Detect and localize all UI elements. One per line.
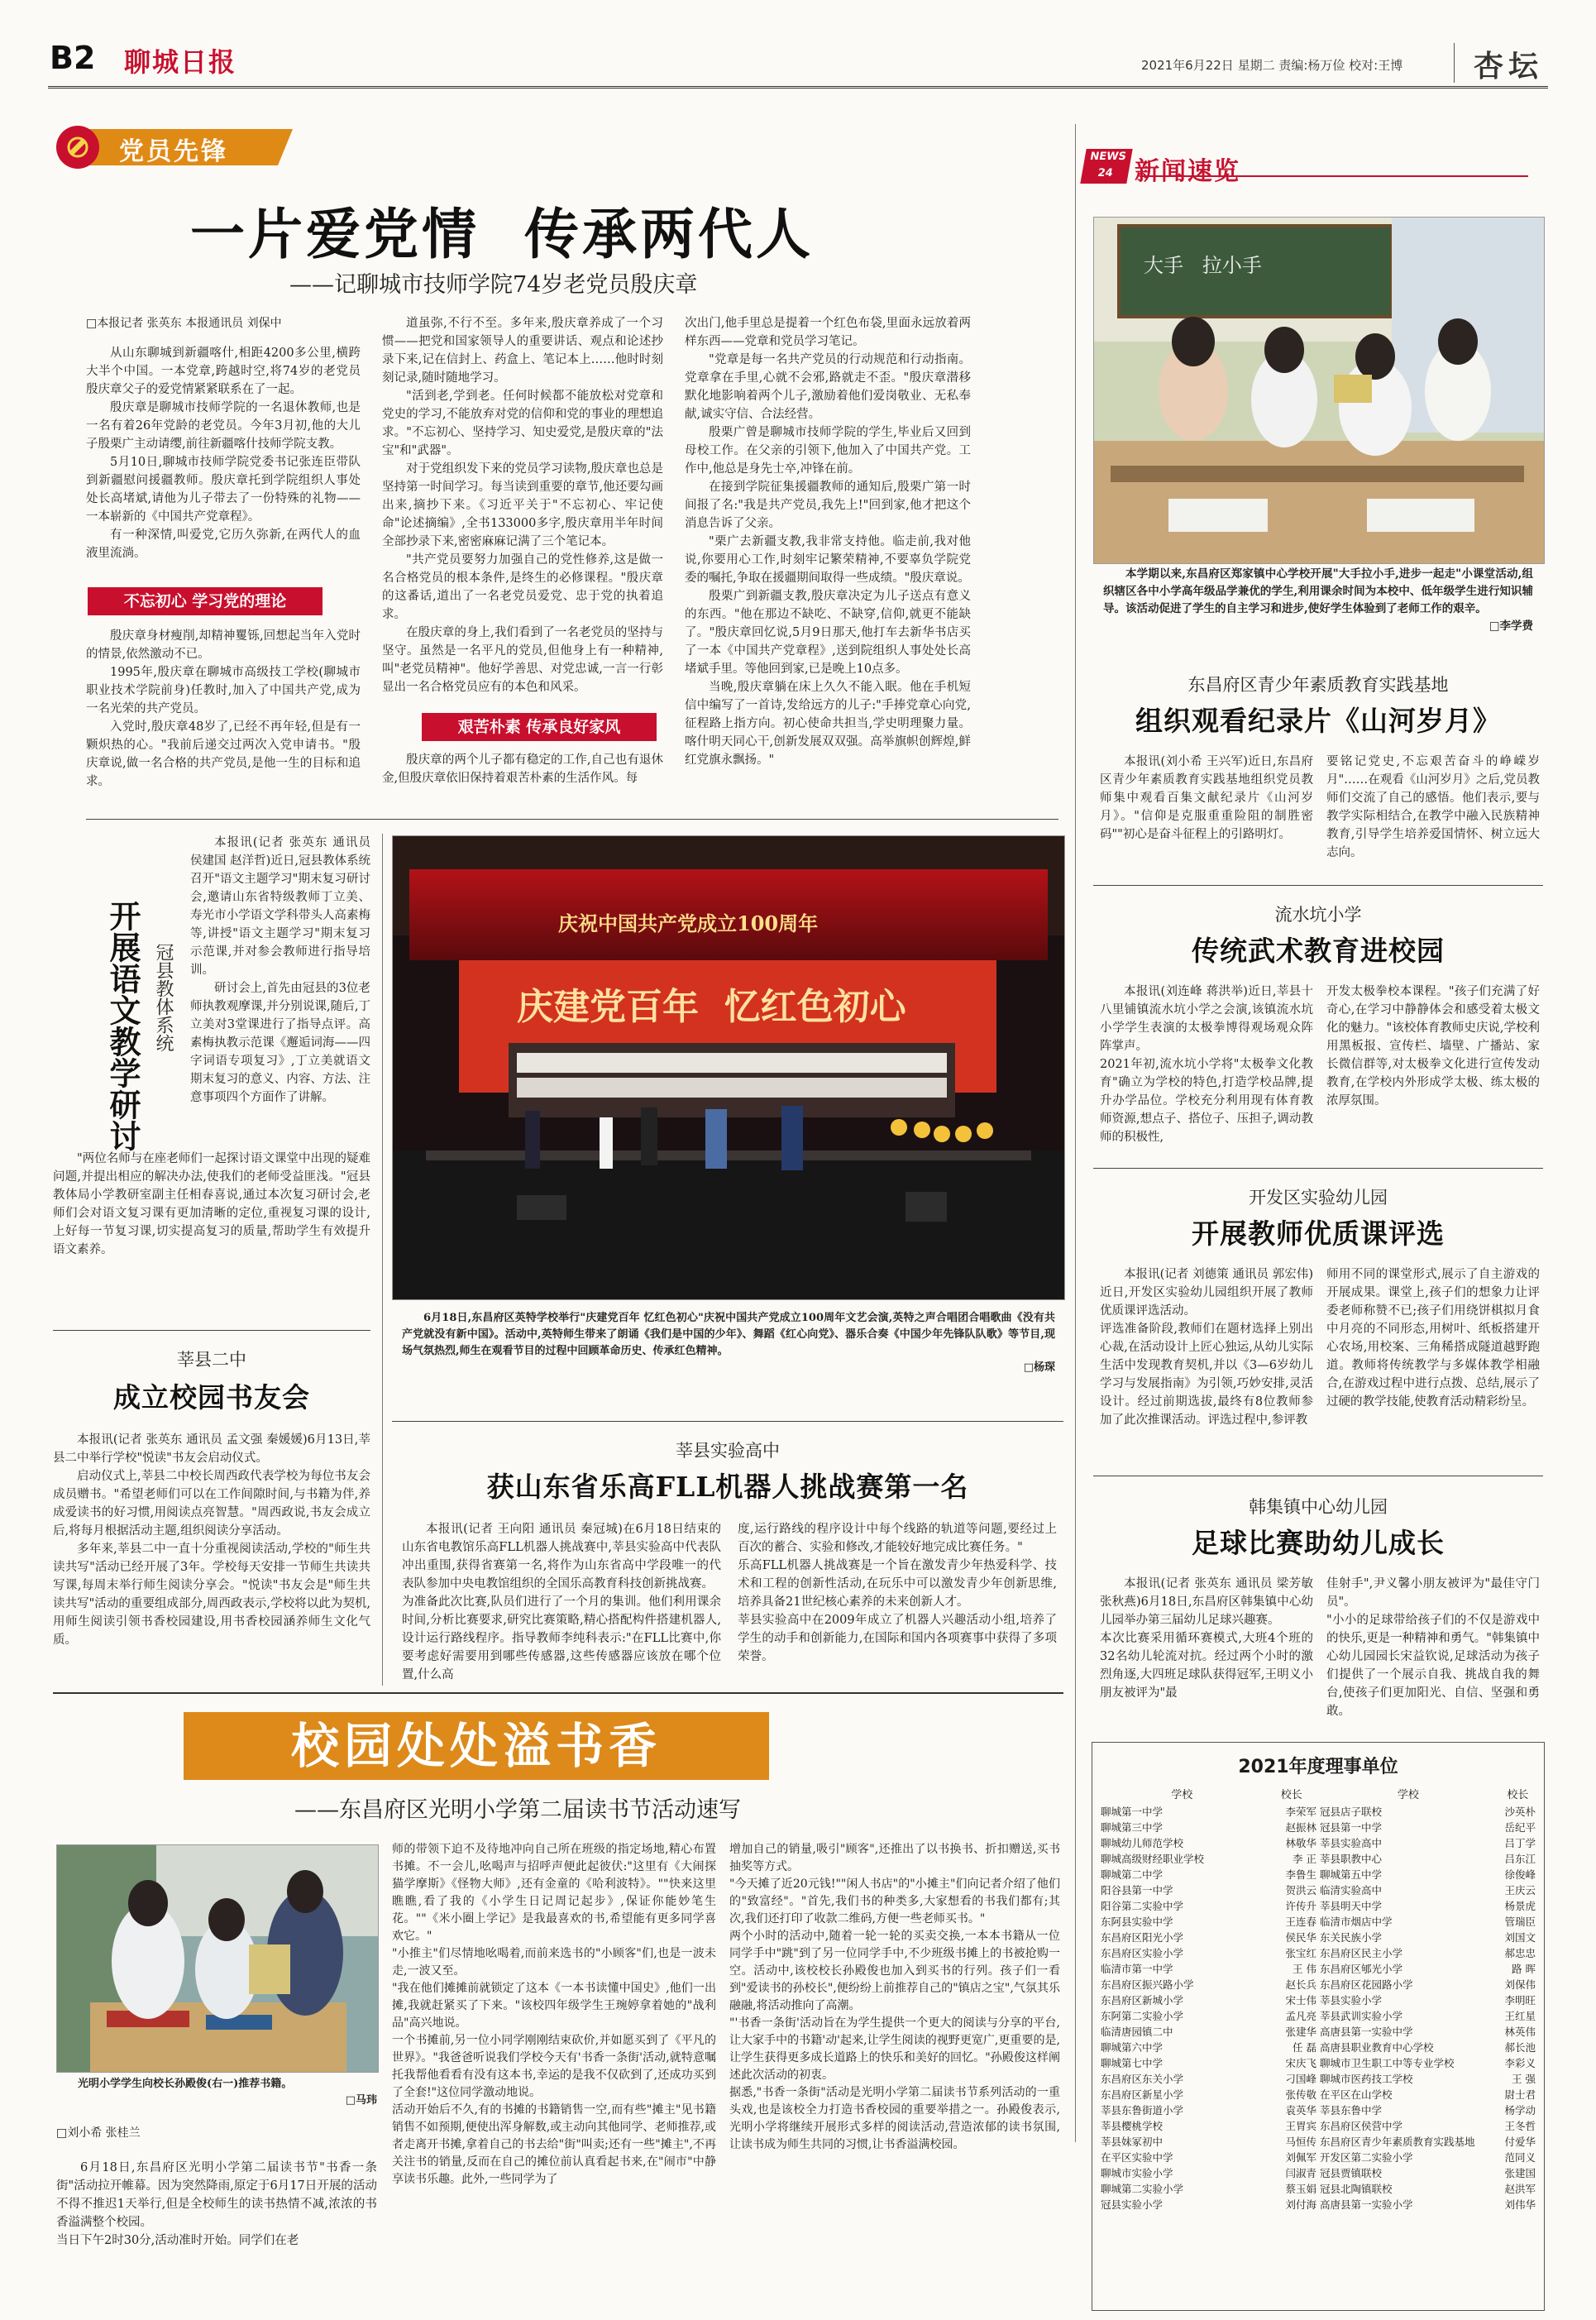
rule-news2 <box>1093 1168 1543 1169</box>
council-school: 莘县东鲁街道小学 <box>1101 2104 1184 2117</box>
bookfair-photo-caption <box>56 2076 377 2109</box>
council-principal: 管瑞臣 <box>1504 1916 1536 1928</box>
guanxian-p2: 研讨会上,首先由冠县的3位老师执教观摩课,并分别说课,随后,丁立美对3堂课进行了指导点评。高素梅执教示范课《邂逅词海——四字词语专项复习》,丁立美就语文期末复习的意义、内容、方法、注意事项四个方面作了讲解。 <box>190 982 370 1104</box>
council-principal: 袁英华 <box>1285 2104 1316 2117</box>
council-row <box>1099 1945 1318 1961</box>
council-row <box>1099 2181 1318 2197</box>
party-col2b-p1: 殷庆章的两个儿子都有稳定的工作,自己也有退休金,但殷庆章依旧保持着艰苦朴素的生活作风。每 <box>382 753 663 785</box>
council-principal: 吕丁学 <box>1504 1837 1536 1849</box>
council-row <box>1318 2055 1537 2071</box>
news4-body-left: 本报讯(记者 张英东 通讯员 梁芳敏 张秋燕)6月18日,东昌府区韩集镇中心幼儿园举办第三届幼儿足球兴趣赛。 本次比赛采用循环赛模式,大班4个班的32名幼儿轮流对抗。经过两个小时的激烈角逐,大四班足球队获得冠军,王明义小朋友被评为"最 <box>1100 1577 1313 1700</box>
bookfair-headline: 校园处处溢书香 <box>290 1718 662 1774</box>
photo-tutoring-credit: □李学费 <box>1488 619 1533 633</box>
news-label-text: 新闻速览 <box>1135 157 1240 186</box>
photo-tutoring-caption-text: 本学期以来,东昌府区郑家镇中心学校开展"大手拉小手,进步一起走"小课堂活动,组织辖区各中小学高年级品学兼优的学生,利用课余时间为本校中、低年级学生进行知识辅导。该活动促进了学生的自主学习和进步,使好学生体验到了老师工作的艰辛。 <box>1103 567 1533 615</box>
council-row <box>1099 2118 1318 2134</box>
council-school: 聊城幼儿师范学校 <box>1101 1837 1184 1849</box>
fll-body-left: 本报讯(记者 王向阳 通讯员 秦冠城)在6月18日结束的山东省电教馆乐高FLL机器人挑战赛中,莘县实验高中代表队冲出重围,获得省赛第一名,将作为山东省高中学段唯一的代表队参加中央电教馆组织的全国乐高教育科技创新挑战赛。 为准备此次比赛,队员们进行了一个月的集训。他们利用课余时间,分析比赛要求,研究比赛策略,精心搭配构件搭建机器人,设计运行路线程序。指导教师李纯科表示:"在FLL比赛中,你要考虑好需要用到哪些传感器,这些传感器应该放在哪个位置,什么高 <box>402 1523 721 1681</box>
council-school: 莘县东鲁中学 <box>1320 2104 1383 2117</box>
council-row <box>1099 2197 1318 2212</box>
council-row <box>1318 2040 1537 2055</box>
council-school: 东阿第二实验小学 <box>1101 2010 1184 2022</box>
guanxian-p1: 本报讯(记者 张英东 通讯员 侯建国 赵洋哲)近日,冠县教体系统召开"语文主题学习"期末复习研讨会,邀请山东省特级教师丁立美、寿光市小学语文学科带头人高素梅等,讲授"语文主题学习"期末复习示范课,并对参会教师进行指导培训。 <box>190 836 370 977</box>
council-row <box>1318 2087 1537 2102</box>
rule-under-party <box>86 819 1058 820</box>
council-row <box>1099 2165 1318 2181</box>
council-row <box>1318 1914 1537 1930</box>
council-school: 高唐县第一实验中学 <box>1320 2026 1413 2038</box>
council-row <box>1099 1914 1318 1930</box>
page-code: B2 <box>50 40 96 76</box>
council-row <box>1099 1992 1318 2008</box>
xinxian-headline: 成立校园书友会 <box>113 1381 310 1414</box>
council-school: 东阿县实验中学 <box>1101 1916 1173 1928</box>
council-principal: 王冬哲 <box>1504 2120 1536 2132</box>
council-row <box>1318 1851 1537 1867</box>
council-school: 东昌府区东关小学 <box>1101 2073 1184 2085</box>
council-box <box>1092 1742 1545 2311</box>
council-principal: 杨学动 <box>1504 2104 1536 2117</box>
council-school: 聊城第二实验小学 <box>1101 2183 1184 2195</box>
council-row <box>1099 2087 1318 2102</box>
council-row <box>1099 2071 1318 2087</box>
concert-caption <box>402 1310 1055 1376</box>
council-school: 临清唐园镇二中 <box>1101 2026 1173 2038</box>
concert-stage-text: 庆建党百年 忆红色初心 <box>517 986 906 1028</box>
council-school: 聊城第五中学 <box>1320 1868 1383 1881</box>
council-principal: 王 强 <box>1512 2073 1536 2085</box>
rule-left-mid <box>382 834 383 1686</box>
council-row <box>1099 1898 1318 1914</box>
council-school: 东关民族小学 <box>1320 1931 1383 1944</box>
bookfair-photo-credit: □马玮 <box>345 2094 377 2107</box>
council-principal: 刘付海 <box>1285 2198 1316 2211</box>
council-school: 阳谷县第一中学 <box>1101 1884 1173 1897</box>
party-col2-p3: 对于党组织发下来的党员学习读物,殷庆章也总是坚持第一时间学习。每当读到重要的章节,他还要勾画出来,摘抄下来。《习近平关于"不忘初心、牢记使命"论述摘编》,全书133000多字,殷庆章用半年时间全部抄录下来,密密麻麻记满了三个笔记本。 <box>382 462 663 548</box>
council-school: 聊城第三中学 <box>1101 1821 1164 1834</box>
party-col-2b <box>382 751 663 787</box>
news4-body-right: 佳射手",尹义馨小朋友被评为"最佳守门员"。 "小小的足球带给孩子们的不仅是游戏中的快乐,更是一种精神和勇气。"韩集镇中心幼儿园园长宋益钦说,足球活动为孩子们提供了一个展示自我、挑战自我的舞台,使孩子们更加阳光、自信、坚强和勇敢。 <box>1326 1577 1540 1718</box>
news2-body-right: 开发太极拳校本课程。"孩子们充满了好奇心,在学习中静静体会和感受着太极文化的魅力。"该校体育教师史庆说,学校利用黑板报、宣传栏、墙壁、广播站、家长微信群等,对太极拳文化进行宣传发动教育,在学校内外形成学太极、练太极的浓厚氛围。 <box>1326 985 1540 1107</box>
party-col2-p2: "活到老,学到老。任何时候都不能放松对党章和党史的学习,不能放弃对党的信仰和党的事业的理想追求。"不忘初心、坚持学习、知史爱党,是殷庆章的"法宝"和"武器"。 <box>382 390 663 457</box>
council-principal: 赵洪军 <box>1504 2183 1536 2195</box>
council-row <box>1318 2024 1537 2040</box>
council-row <box>1318 2150 1537 2165</box>
council-school: 聊城高级财经职业学校 <box>1101 1853 1205 1865</box>
council-principal: 马恒传 <box>1285 2136 1316 2148</box>
council-row <box>1099 1930 1318 1945</box>
party-col1-p1: 从山东聊城到新疆喀什,相距4200多公里,横跨大半个中国。一本党章,跨越时空,将74岁的老党员殷庆章父子的爱党情紧紧联系在了一起。 <box>86 347 361 396</box>
concert-caption-text: 6月18日,东昌府区英特学校举行"庆建党百年 忆红色初心"庆祝中国共产党成立100周年文艺会演,英特之声合唱团合唱歌曲《没有共产党就没有新中国》。活动中,英特师生带来了朗诵《我们是中国的少年》、舞蹈《红心向党》、器乐合奏《中国少年先锋队队歌》等节目,现场气氛热烈,师生在观看节目的过程中回顾革命历史、传承红色精神。 <box>402 1312 1055 1357</box>
council-row <box>1099 2134 1318 2150</box>
party-byline: □本报记者 张英东 本报通讯员 刘保中 <box>86 317 282 330</box>
party-subhead-2: 艰苦朴素 传承良好家风 <box>422 713 657 741</box>
council-principal: 赵振林 <box>1285 1821 1316 1834</box>
council-row <box>1318 2071 1537 2087</box>
news1-body-left: 本报讯(刘小希 王兴军)近日,东昌府区青少年素质教育实践基地组织党员教师集中观看百集文献纪录片《山河岁月》。"信仰是克服重重险阻的制胜密码""初心是奋斗征程上的引路明灯。 <box>1100 755 1313 841</box>
council-school: 东昌府区实验小学 <box>1101 1947 1184 1959</box>
rule-under-concert <box>392 1421 1063 1422</box>
council-school: 东昌府区振兴路小学 <box>1101 1978 1194 1991</box>
concert-banner-text: 庆祝中国共产党成立100周年 <box>558 911 819 935</box>
council-principal: 贺洪云 <box>1285 1884 1316 1897</box>
council-row <box>1099 1977 1318 1992</box>
bookfair-subheadline: ——东昌府区光明小学第二届读书节活动速写 <box>294 1797 741 1823</box>
council-principal: 李明旺 <box>1504 1994 1536 2007</box>
council-school: 莘县武训实验小学 <box>1320 2010 1403 2022</box>
party-col3-p1: 次出门,他手里总是提着一个红色布袋,里面永远放着两样东西——党章和党员学习笔记。 <box>685 317 971 348</box>
party-col3-p7: 当晚,殷庆章躺在床上久久不能入眠。他在手机短信中编写了一首诗,发给远方的儿子:"手捧党章心向党,征程路上指方向。初心使命共担当,学史明理聚力量。喀什明天同心干,创新发展双双强。高举旗帜创辉煌,鲜红党旗永飘扬。" <box>685 681 971 767</box>
classroom-board-text: 大手 拉小手 <box>1144 254 1262 277</box>
council-school: 聊城第二中学 <box>1101 1868 1164 1881</box>
council-row <box>1318 1930 1537 1945</box>
council-school: 冠县贾镇联校 <box>1320 2167 1383 2179</box>
council-principal: 杨景虎 <box>1504 1900 1536 1912</box>
council-school: 冠县实验小学 <box>1101 2198 1164 2211</box>
council-principal: 王庆云 <box>1504 1884 1536 1897</box>
council-school: 高唐县职业教育中心学校 <box>1320 2041 1434 2054</box>
rule-above-book <box>53 1692 1063 1694</box>
council-row <box>1099 1835 1318 1851</box>
council-principal: 吕东江 <box>1504 1853 1536 1865</box>
bookfair-col-2: 师的带领下迫不及待地冲向自己所在班级的指定场地,精心布置书摊。不一会儿,吆喝声与招呼声便此起彼伏:"这里有《大闹探猫学摩斯》《怪物大师》,还有金童的《哈利波特》。""快来这里瞧瞧,看了我的《小学生日记周记起步》,保证你能妙笔生花。""《米小圈上学记》是我最喜欢的书,希望能有更多同学喜欢它。" "小推主"们尽情地吆喝着,而前来选书的"小顾客"们,也是一波未走,一波又至。 "我在他们摊摊前就锁定了这本《一本书读懂中国史》,他们一出摊,我就赶紧买了下来。"该校四年级学生王琬婷拿着她的"战利品"高兴地说。 一个书摊前,另一位小同学刚刚结束砍价,并如愿买到了《平凡的世界》。"我爸爸听说我们学校今天有'书香一条街'活动,就特意嘱托我帮他看看有没有这本书,幸运的是我不仅砍到了,还成功买到了全套!"这位同学激动地说。 活动开始后不久,有的书摊的书籍销售一空,而有些"摊主"见书籍销售不如预期,便使出浑身解数,或主动向其他同学、老师推荐,或者走离开书摊,拿着自己的书去给"街"叫卖;还有一些"摊主",不再关注书的销量,反而在自己的摊位前认真看起书来,在"闹市"中静享读书乐趣。此外,一些同学为了 <box>392 1843 716 2186</box>
council-school: 聊城市卫生职工中等专业学校 <box>1320 2057 1455 2069</box>
council-school: 东昌府区侯营中学 <box>1320 2120 1403 2132</box>
council-row <box>1318 1835 1537 1851</box>
council-row <box>1318 1898 1537 1914</box>
party-col2-p5: 在殷庆章的身上,我们看到了一名老党员的坚持与坚守。虽然是一名平凡的党员,但他身上有一种精神,叫"老党员精神"。他好学善思、对党忠诚,一言一行彰显出一名合格党员应有的本色和风采。 <box>382 626 663 694</box>
xinxian-body <box>53 1431 370 1649</box>
council-school: 聊城第六中学 <box>1101 2041 1164 2054</box>
council-row <box>1099 1820 1318 1835</box>
council-school: 冠县北陶镇联校 <box>1320 2183 1393 2195</box>
news3-headline: 开展教师优质课评选 <box>1192 1217 1445 1250</box>
news-column-label <box>1083 146 1414 192</box>
party-col-1b <box>86 627 361 791</box>
council-principal: 徐俊峰 <box>1504 1868 1536 1881</box>
news3-body-left: 本报讯(记者 刘德策 通讯员 郭宏伟)近日,开发区实验幼儿园组织开展了教师优质课评选活动。 评选准备阶段,教师们在题材选择上别出心裁,在活动设计上匠心独运,从幼儿实际生活中发现教育契机,并以《3—6岁幼儿学习与发展指南》为引领,巧妙安排,灵活设计。经过前期选拔,最终有8位教师参加了此次推课活动。评选过程中,参评教 <box>1100 1268 1313 1427</box>
bookfair-byline: □刘小希 张桂兰 <box>56 2126 141 2140</box>
party-headline: 一片爱党情 传承两代人 <box>190 203 814 266</box>
council-row <box>1318 2102 1537 2118</box>
council-school: 在平区实验中学 <box>1101 2151 1173 2164</box>
date-line: 2021年6月22日 星期二 责编:杨万俭 校对:王博 <box>1141 58 1403 73</box>
guanxian-body <box>190 834 370 1107</box>
section-name: 杏坛 <box>1474 49 1544 84</box>
council-left-table <box>1099 1783 1318 2212</box>
council-row <box>1099 2055 1318 2071</box>
party-col3-p4: 在接到学院征集援疆教师的通知后,殷栗广第一时间报了名:"我是共产党员,我先上!"回到家,他才把这个消息告诉了父亲。 <box>685 481 971 530</box>
party-column-label <box>53 124 298 170</box>
council-principal: 张建国 <box>1504 2167 1536 2179</box>
council-right-table <box>1318 1783 1537 2212</box>
news2-kicker: 流水坑小学 <box>1274 905 1362 925</box>
council-principal: 许传升 <box>1285 1900 1316 1912</box>
council-principal: 郝忠忠 <box>1504 1947 1536 1959</box>
council-row <box>1318 2118 1537 2134</box>
news1-headline: 组织观看纪录片《山河岁月》 <box>1135 705 1501 737</box>
xinxian-p1: 本报讯(记者 张英东 通讯员 孟文强 秦媛媛)6月13日,莘县二中举行学校"悦读"书友会启动仪式。 <box>53 1433 370 1465</box>
council-school: 东昌府区阳光小学 <box>1101 1931 1184 1944</box>
council-school: 莘县实验高中 <box>1320 1837 1383 1849</box>
news4-kicker: 韩集镇中心幼儿园 <box>1249 1497 1388 1517</box>
party-col3-p3: 殷栗广曾是聊城市技师学院的学生,毕业后又回到母校工作。在父亲的引领下,他加入了中国共产党。工作中,他总是身先士卒,冲锋在前。 <box>685 426 971 476</box>
news2-headline: 传统武术教育进校园 <box>1192 935 1445 967</box>
council-right-header-school: 学校 <box>1397 1789 1419 1801</box>
council-principal: 岳纪平 <box>1504 1821 1536 1834</box>
fll-kicker: 莘县实验高中 <box>676 1441 780 1461</box>
xinxian-p3: 多年来,莘县二中一直十分重视阅读活动,学校的"师生共读共写"活动已经开展了3年。学校每天安排一节师生共读共写课,每周末举行师生阅读分享会。"悦读"书友会是"师生共读共写"活动的重要组成部分,周西政表示,学校将以此为契机,用师生阅读引领书香校园建设,用书香校园涵养师生文化气质。 <box>53 1543 370 1647</box>
council-school: 莘县妹冢初中 <box>1101 2136 1164 2148</box>
xinxian-kicker: 莘县二中 <box>177 1350 246 1370</box>
party-col2-p4: "共产党员要努力加强自己的党性修养,这是做一名合格党员的根本条件,是终生的必修课程。"殷庆章的这番话,道出了一名老党员爱党、忠于党的执着追求。 <box>382 553 663 621</box>
party-col1b-p1: 殷庆章身材瘦削,却精神矍铄,回想起当年入党时的情景,依然激动不已。 <box>86 629 361 661</box>
council-school: 莘县职教中心 <box>1320 1853 1383 1865</box>
council-principal: 李鲁生 <box>1285 1868 1316 1881</box>
news3-body-right: 师用不同的课堂形式,展示了自主游戏的开展成果。课堂上,孩子们的想象力让评委老师称赞不已;孩子们用绕饼棋拟月食中月亮的不同形态,用树叶、纸板搭建开心农场,用校案、三角稀搭成隧道越野跑道。教师将传统教学与多媒体教学相融合,在游戏过程中进行点拨、总结,展示了过硬的教学技能,使教育活动精彩纷呈。 <box>1326 1268 1540 1409</box>
council-row <box>1318 1992 1537 2008</box>
council-title: 2021年度理事单位 <box>1238 1757 1398 1777</box>
council-row <box>1099 1867 1318 1882</box>
council-row <box>1099 1804 1318 1820</box>
council-principal: 付爱华 <box>1504 2136 1536 2148</box>
council-principal: 任 磊 <box>1293 2041 1316 2054</box>
council-right-col <box>1318 1783 1537 2212</box>
council-principal: 沙英朴 <box>1504 1806 1536 1818</box>
council-left-header-school: 学校 <box>1171 1789 1193 1801</box>
party-col1-p4: 有一种深情,叫爱党,它历久弥新,在两代人的血液里流淌。 <box>86 529 361 560</box>
party-col3-p6: 殷栗广到新疆支教,殷庆章决定为儿子送点有意义的东西。"他在那边不缺吃、不缺穿,信仰,就更不能缺了。"殷庆章回忆说,5月9日那天,他打车去新华书店买了一本《中国共产党章程》,送到院组织人事处处长高堵斌手里。等他回到家,已是晚上10点多。 <box>685 590 971 676</box>
council-row <box>1318 2165 1537 2181</box>
council-row <box>1099 2024 1318 2040</box>
council-row <box>1318 2134 1537 2150</box>
council-principal: 张传敬 <box>1285 2088 1316 2101</box>
council-school: 东昌府区花园路小学 <box>1320 1978 1413 1991</box>
concert-credit: □杨琛 <box>1023 1361 1055 1374</box>
news-logo-icon: NEWS 24 <box>1080 149 1132 184</box>
council-school: 在平区在山学校 <box>1320 2088 1393 2101</box>
news2-body-left: 本报讯(刘连峰 蒋洪举)近日,莘县十八里铺镇流水坑小学之会演,该镇流水坑小学学生表演的太极拳博得观场观众阵阵掌声。 2021年初,流水坑小学将"太极拳文化教育"确立为学校的特色,打造学校品牌,提升办学品位。学校充分利用现有体育教师资源,想点子、搭位子、压担子,调动教师的积极性, <box>1100 985 1313 1144</box>
party-col1-p3: 5月10日,聊城市技师学院党委书记张连臣带队到新疆慰问援疆教师。殷庆章托到学院组织人事处处长高堵斌,请他为儿子带去了一份特殊的礼物——一本崭新的《中国共产党章程》。 <box>86 456 361 524</box>
council-principal: 刘保伟 <box>1504 1978 1536 1991</box>
council-row <box>1318 1820 1537 1835</box>
council-right-header-head: 校长 <box>1507 1789 1529 1801</box>
rule-guanxian <box>53 1330 370 1331</box>
council-principal: 李荣军 <box>1285 1806 1316 1818</box>
council-principal: 蔡玉娟 <box>1285 2183 1316 2195</box>
party-subhead-1: 不忘初心 学习党的理论 <box>88 587 323 615</box>
council-row <box>1099 2150 1318 2165</box>
rule-news1 <box>1093 885 1543 886</box>
council-school: 莘县实验小学 <box>1320 1994 1383 2007</box>
council-left-col <box>1099 1783 1318 2212</box>
council-row <box>1318 2181 1537 2197</box>
council-school: 莘县明天中学 <box>1320 1900 1383 1912</box>
council-row <box>1318 1945 1537 1961</box>
council-row <box>1318 2197 1537 2212</box>
council-principal: 刘国文 <box>1504 1931 1536 1944</box>
council-row <box>1099 2008 1318 2024</box>
council-principal: 孟凡亮 <box>1285 2010 1316 2022</box>
news1-kicker: 东昌府区青少年素质教育实践基地 <box>1187 675 1449 695</box>
council-principal: 王连春 <box>1285 1916 1316 1928</box>
council-school: 阳谷第二实验中学 <box>1101 1900 1184 1912</box>
council-principal: 赵长兵 <box>1285 1978 1316 1991</box>
bookfair-col-3: 增加自己的销量,吸引"顾客",还推出了以书换书、折扣赠送,买书抽奖等方式。 "今天摊了近20元钱!""闲人书店"的"小摊主"们向记者介绍了他们的"致富经"。"首先,我们书的种类多,大家想看的书我们都有;其次,我们还打印了收款二维码,方便一些老师买书。" 两个小时的活动中,随着一轮一轮的买卖交换,一本本书籍从一位同学手中"跳"到了另一位同学手中,不少班级书摊上的书被抢购一空。活动中,该校校长孙殿俊也加入到买书的行列。孩子们一看到"爱读书的孙校长",便纷纷上前推荐自己的"镇店之宝",气氛其乐融融,将活动推向了高潮。 "'书香一条街'活动旨在为学生提供一个更大的阅读与分享的平台,让大家手中的书籍'动'起来,让学生阅读的视野更宽广,更重要的是,让学生获得更多成长道路上的快乐和美好的回忆。"孙殿俊这样阐述此次活动的初衷。 据悉,"书香一条街"活动是光明小学第二届读书节系列活动的一重头戏,也是该校全力打造书香校园的重要举措之一。孙殿俊表示,光明小学将继续开展形式多样的阅读活动,营造浓郁的读书氛围,让读书成为师生共同的习惯,让书香溢满校园。 <box>729 1843 1060 2151</box>
party-label-text: 党员先锋 <box>119 137 228 166</box>
council-row <box>1318 1961 1537 1977</box>
council-row <box>1099 1851 1318 1867</box>
council-principal: 宋庆飞 <box>1285 2057 1316 2069</box>
council-school: 冠县店子联校 <box>1320 1806 1383 1818</box>
council-principal: 王红星 <box>1504 2010 1536 2022</box>
news-label-rule <box>1140 175 1528 177</box>
council-school: 临清市第一中学 <box>1101 1963 1173 1975</box>
party-col2-p1: 道虽弥,不行不至。多年来,殷庆章养成了一个习惯——把党和国家领导人的重要讲话、观点和论述抄录下来,记在信封上、药盒上、笔记本上……他时时刻刻记录,随时随地学习。 <box>382 317 663 385</box>
party-col3-p2: "党章是每一名共产党员的行动规范和行动指南。党章拿在手里,心就不会邪,路就走不歪。"殷庆章潜移默化地影响着两个儿子,激励着他们爱岗敬业、无私奉献,诚实守信、合法经营。 <box>685 353 971 421</box>
paper-masthead: 聊城日报 <box>124 46 237 78</box>
council-school: 莘县樱桃学校 <box>1101 2120 1164 2132</box>
council-principal: 林敬华 <box>1285 1837 1316 1849</box>
council-principal: 尉士君 <box>1504 2088 1536 2101</box>
council-row <box>1099 2102 1318 2118</box>
council-row <box>1318 1804 1537 1820</box>
council-school: 聊城市实验小学 <box>1101 2167 1173 2179</box>
photo-concert <box>392 835 1065 1300</box>
party-col1b-p2: 1995年,殷庆章在聊城市高级技工学校(聊城市职业技术学院前身)任教时,加入了中国共产党,成为一名光荣的共产党员。 <box>86 666 361 715</box>
council-principal: 闫淑青 <box>1285 2167 1316 2179</box>
guanxian-headline: 开展语文教学研讨 <box>104 900 141 1151</box>
council-row <box>1318 1977 1537 1992</box>
news3-kicker: 开发区实验幼儿园 <box>1249 1188 1388 1208</box>
guanxian-p3: "两位名师与在座老师们一起探讨语文课堂中出现的疑难问题,并提出相应的解决办法,使我们的老师受益匪浅。"冠县教体局小学教研室副主任相春喜说,通过本次复习研讨会,老师们会对语文复习课有更加清晰的定位,重视复习课的设计,上好每一节复习课,切实提高复习的质量,帮助学生有效提升语文素养。 <box>53 1152 370 1256</box>
party-col1b-p3: 入党时,殷庆章48岁了,已经不再年轻,但是有一颗炽热的心。"我前后递交过两次入党申请书。"殷庆章说,做一名合格的共产党员,是他一生的目标和追求。 <box>86 720 361 788</box>
council-school: 临清市烟店中学 <box>1320 1916 1393 1928</box>
council-row <box>1318 2008 1537 2024</box>
bookfair-photo-caption-text: 光明小学学生向校长孙殿俊(右一)推荐书籍。 <box>78 2078 293 2090</box>
council-row <box>1318 1867 1537 1882</box>
council-school: 聊城第七中学 <box>1101 2057 1164 2069</box>
council-school: 聊城第一中学 <box>1101 1806 1164 1818</box>
header-rule <box>48 86 1548 88</box>
council-school: 临清实验高中 <box>1320 1884 1383 1897</box>
council-principal: 范同义 <box>1504 2151 1536 2164</box>
fll-headline: 获山东省乐高FLL机器人挑战赛第一名 <box>486 1471 969 1503</box>
council-school: 东昌府区新星小学 <box>1101 2088 1184 2101</box>
council-school: 东昌府区新城小学 <box>1101 1994 1184 2007</box>
council-principal: 刁国峰 <box>1285 2073 1316 2085</box>
guanxian-kicker: 冠县教体系统 <box>153 943 174 1052</box>
council-principal: 刘佩军 <box>1285 2151 1316 2164</box>
council-principal: 李彩义 <box>1504 2057 1536 2069</box>
council-left-header-head: 校长 <box>1280 1789 1302 1801</box>
news1-body-right: 要铭记党史,不忘艰苦奋斗的峥嵘岁月"……在观看《山河岁月》之后,党员教师们交流了自己的感悟。他们表示,要与教学实际相结合,在教学中融入民族精神教育,引导学生培养爱国情怀、树立远大志向。 <box>1326 755 1540 859</box>
council-principal: 郝长池 <box>1504 2041 1536 2054</box>
council-principal: 刘伟华 <box>1504 2198 1536 2211</box>
council-row <box>1318 1882 1537 1898</box>
news4-headline: 足球比赛助幼儿成长 <box>1192 1527 1445 1559</box>
council-principal: 张宝红 <box>1285 1947 1316 1959</box>
party-col-3 <box>685 314 971 769</box>
council-row <box>1099 1882 1318 1898</box>
council-school: 冠县第一中学 <box>1320 1821 1383 1834</box>
guanxian-body-wide <box>53 1150 370 1259</box>
xinxian-p2: 启动仪式上,莘县二中校长周西政代表学校为每位书友会成员赠书。"希望老师们可以在工作间隙时间,与书籍为伴,养成爱读书的好习惯,用阅读点亮智慧。"周西政说,书友会成立后,将每月根据活动主题,组织阅读分享活动。 <box>53 1470 370 1538</box>
party-subheadline: ——记聊城市技师学院74岁老党员殷庆章 <box>289 272 698 298</box>
council-principal: 林英伟 <box>1504 2026 1536 2038</box>
party-col-1 <box>86 344 361 562</box>
council-row <box>1099 1961 1318 1977</box>
council-principal: 李 正 <box>1293 1853 1316 1865</box>
council-principal: 王 伟 <box>1293 1963 1316 1975</box>
fll-body-right: 度,运行路线的程序设计中每个线路的轨道等问题,要经过上百次的蓄合、实验和修改,才能较好地完成比赛任务。" 乐高FLL机器人挑战赛是一个旨在激发青少年热爱科学、技术和工程的创新性活动,在玩乐中可以激发青少年创新思维,培养具备21世纪核心素养的未来创新人才。 莘县实验高中在2009年成立了机器人兴趣活动小组,培养了学生的动手和创新能力,在国际和国内各项赛事中获得了多项荣誉。 <box>738 1523 1057 1663</box>
council-school: 东昌府区青少年素质教育实践基地 <box>1320 2136 1475 2148</box>
council-principal: 侯民华 <box>1285 1931 1316 1944</box>
party-col3-p5: "栗广去新疆支教,我非常支持他。临走前,我对他说,你要用心工作,时刻牢记繁荣精神,不要辜负学院党委的嘱托,争取在援疆期间取得一些成绩。"殷庆章说。 <box>685 535 971 585</box>
council-school: 开发区第二实验小学 <box>1320 2151 1413 2164</box>
party-col1-p2: 殷庆章是聊城市技师学院的一名退休教师,也是一名有着26年党龄的老党员。今年3月初,他的大儿子殷栗广主动请缨,前往新疆喀什技师学院支教。 <box>86 401 361 451</box>
council-school: 东昌府区郇光小学 <box>1320 1963 1403 1975</box>
council-school: 聊城市医药技工学校 <box>1320 2073 1413 2085</box>
party-col-2 <box>382 314 663 696</box>
header-divider <box>1454 43 1455 83</box>
rule-right-column <box>1075 124 1076 2142</box>
council-row <box>1099 2040 1318 2055</box>
council-school: 东昌府区民主小学 <box>1320 1947 1403 1959</box>
council-principal: 张建华 <box>1285 2026 1316 2038</box>
bookfair-headline-banner <box>184 1712 769 1780</box>
council-principal: 王胃宾 <box>1285 2120 1316 2132</box>
photo-bookfair <box>56 1844 379 2073</box>
photo-tutoring-caption <box>1103 566 1533 635</box>
council-principal: 宋士伟 <box>1285 1994 1316 2007</box>
council-principal: 路 晖 <box>1512 1963 1536 1975</box>
bookfair-col-1: 6月18日,东昌府区光明小学第二届读书节"书香一条街"活动拉开帷幕。因为突然降雨,原定于6月17日开展的活动不得不推迟1天举行,但是全校师生的读书热情不减,浓浓的书香溢满整个校园。 当日下午2时30分,活动准时开始。同学们在老 <box>56 2161 377 2247</box>
photo-tutoring <box>1093 217 1545 564</box>
council-school: 高唐县第一实验小学 <box>1320 2198 1413 2211</box>
